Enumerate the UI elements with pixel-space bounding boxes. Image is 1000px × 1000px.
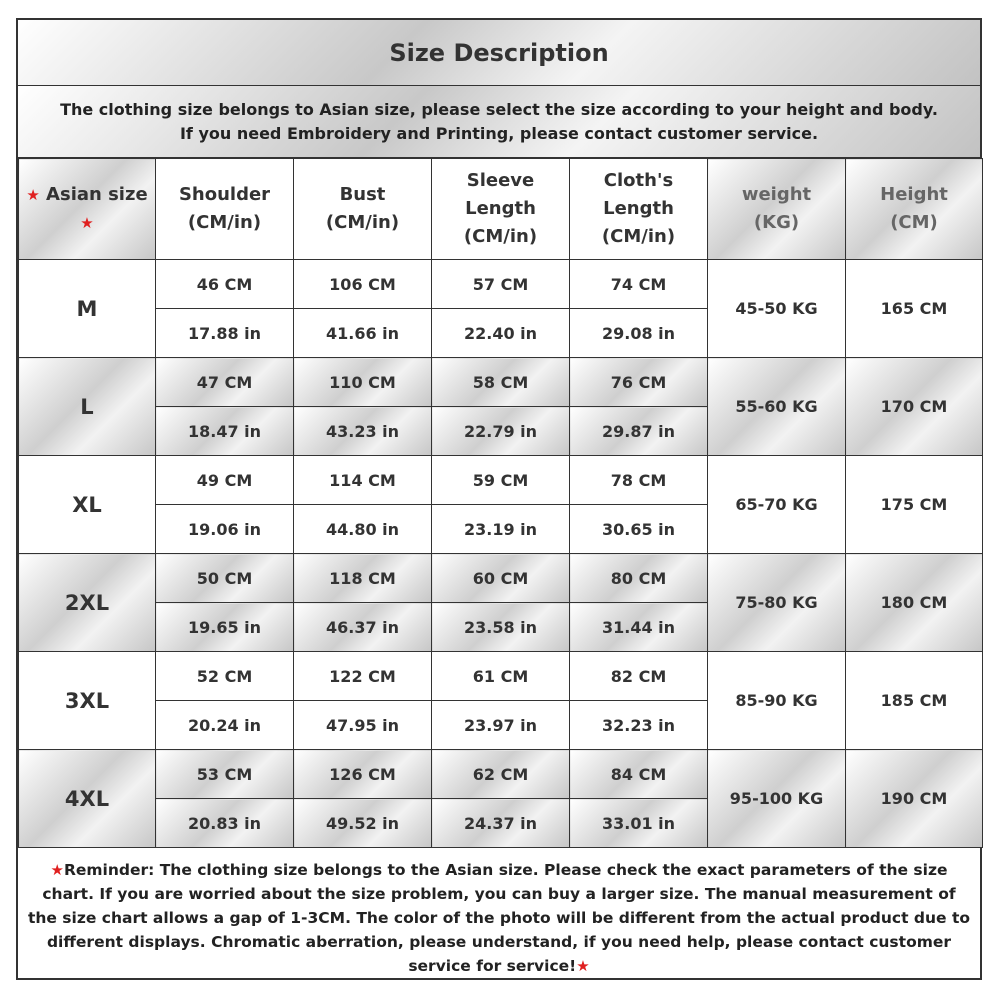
height-value: 180 CM [846,554,983,652]
cm-value: 47 CM [156,358,294,407]
inch-value: 43.23 in [294,407,432,456]
header-line: (CM/in) [325,212,400,233]
cm-value: 82 CM [570,652,708,701]
cm-value: 59 CM [432,456,570,505]
size-chart [16,18,982,980]
header-line: (CM/in) [601,226,676,247]
header-line: (CM/in) [187,212,262,233]
header-line: Sleeve [466,170,535,191]
inch-value: 47.95 in [294,701,432,750]
inch-value: 33.01 in [570,799,708,848]
size-label: 2XL [19,554,156,652]
inch-value: 20.24 in [156,701,294,750]
cm-value: 106 CM [294,260,432,309]
height-value: 190 CM [846,750,983,848]
inch-value: 23.97 in [432,701,570,750]
cm-value: 118 CM [294,554,432,603]
header-cloth-length [570,159,708,260]
inch-value: 20.83 in [156,799,294,848]
inch-value: 29.08 in [570,309,708,358]
header-line: Height [880,184,948,205]
size-label: 4XL [19,750,156,848]
inch-value: 18.47 in [156,407,294,456]
cm-value: 122 CM [294,652,432,701]
height-value: 185 CM [846,652,983,750]
inch-value: 44.80 in [294,505,432,554]
inch-value: 41.66 in [294,309,432,358]
inch-value: 30.65 in [570,505,708,554]
table-row [19,456,983,505]
table-row [19,750,983,799]
weight-value: 85-90 KG [708,652,846,750]
inch-value: 32.23 in [570,701,708,750]
cm-value: 76 CM [570,358,708,407]
header-line: (CM/in) [463,226,538,247]
header-line: Cloth's [603,170,674,191]
cm-value: 80 CM [570,554,708,603]
cm-value: 78 CM [570,456,708,505]
chart-title: Size Description [18,20,980,86]
reminder-body: Reminder: The clothing size belongs to the Asian size. Please check the exact parameters of the size chart. If you are worried about the size problem, you can buy a larger size. The manual measurement of the size chart allows a gap of 1-3CM. The color of the photo will be different from the actual product due to different displays. Chromatic aberration, please understand, if you need help, please contact customer service for service! [27,861,971,975]
size-table [18,158,983,848]
inch-value: 19.65 in [156,603,294,652]
inch-value: 29.87 in [570,407,708,456]
weight-value: 55-60 KG [708,358,846,456]
intro-text: The clothing size belongs to Asian size, please select the size according to your height and body. If you need Embroidery and Printing, please contact customer service. [18,86,980,158]
cm-value: 110 CM [294,358,432,407]
cm-value: 114 CM [294,456,432,505]
header-sleeve-length [432,159,570,260]
header-shoulder [156,159,294,260]
size-label: M [19,260,156,358]
inch-value: 22.40 in [432,309,570,358]
table-row [19,260,983,309]
weight-value: 75-80 KG [708,554,846,652]
weight-value: 95-100 KG [708,750,846,848]
table-row [19,554,983,603]
cm-value: 46 CM [156,260,294,309]
cm-value: 53 CM [156,750,294,799]
star-icon: ★ [576,957,590,975]
inch-value: 46.37 in [294,603,432,652]
cm-value: 60 CM [432,554,570,603]
inch-value: 17.88 in [156,309,294,358]
header-asian-size-label: Asian size [46,184,148,205]
header-line: Shoulder [178,184,271,205]
header-line: Length [465,198,536,219]
inch-value: 23.58 in [432,603,570,652]
reminder-text [18,848,980,978]
header-line: weight [741,184,812,205]
cm-value: 62 CM [432,750,570,799]
star-icon: ★ [26,186,40,204]
table-row [19,652,983,701]
inch-value: 24.37 in [432,799,570,848]
height-value: 170 CM [846,358,983,456]
header-line: (CM) [890,212,938,233]
header-bust [294,159,432,260]
header-weight [708,159,846,260]
height-value: 175 CM [846,456,983,554]
inch-value: 19.06 in [156,505,294,554]
table-row [19,358,983,407]
cm-value: 52 CM [156,652,294,701]
weight-value: 65-70 KG [708,456,846,554]
inch-value: 49.52 in [294,799,432,848]
cm-value: 50 CM [156,554,294,603]
cm-value: 74 CM [570,260,708,309]
cm-value: 84 CM [570,750,708,799]
inch-value: 22.79 in [432,407,570,456]
header-line: (KG) [753,212,800,233]
cm-value: 57 CM [432,260,570,309]
inch-value: 23.19 in [432,505,570,554]
star-icon: ★ [80,214,94,232]
star-icon: ★ [50,861,64,879]
size-label: XL [19,456,156,554]
size-label: L [19,358,156,456]
cm-value: 58 CM [432,358,570,407]
inch-value: 31.44 in [570,603,708,652]
header-line: Bust [339,184,386,205]
cm-value: 126 CM [294,750,432,799]
height-value: 165 CM [846,260,983,358]
size-label: 3XL [19,652,156,750]
cm-value: 49 CM [156,456,294,505]
header-line: Length [603,198,674,219]
header-asian-size [19,159,156,260]
cm-value: 61 CM [432,652,570,701]
weight-value: 45-50 KG [708,260,846,358]
header-height [846,159,983,260]
